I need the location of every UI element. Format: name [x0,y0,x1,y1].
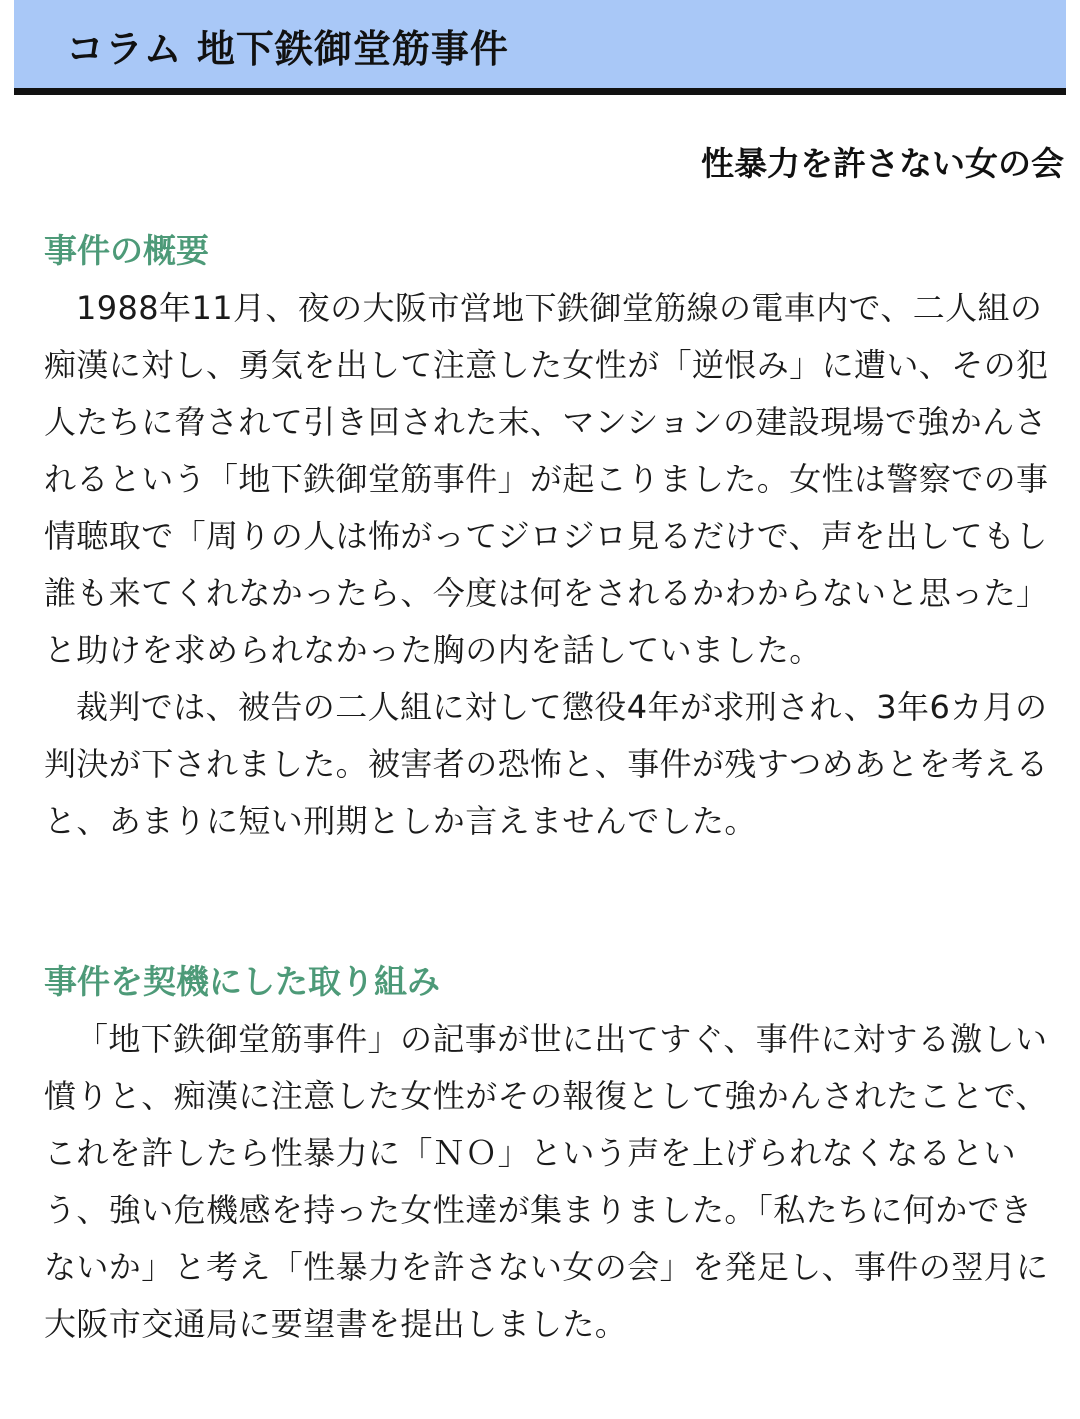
paragraph: 裁判では、被告の二人組に対して懲役4年が求刑され、3年6カ月の判決が下されました。被害者の恐怖と、事件が残すつめあとを考えると、あまりに短い刑期としか言えませんでした。 [44,688,1049,840]
organization-name: 性暴力を許さない女の会 [701,144,1064,183]
section-overview [44,222,1054,850]
section-initiatives [44,953,1054,1353]
paragraph: 1988年11月、夜の大阪市営地下鉄御堂筋線の電車内で、二人組の痴漢に対し、勇気を出して注意した女性が「逆恨み」に遭い、その犯人たちに脅されて引き回された末、マンションの建設現場で強かんされるという「地下鉄御堂筋事件」が起こりました。女性は警察での事情聴取で「周りの人は怖がってジロジロ見るだけで、声を出してもし誰も来てくれなかったら、今度は何をされるかわからないと思った」と助けを求められなかった胸の内を話していました。 [44,289,1049,669]
column-header [14,0,1066,95]
section-heading: 事件の概要 [44,231,209,270]
page-title: コラム 地下鉄御堂筋事件 [66,27,509,71]
section-heading: 事件を契機にした取り組み [44,962,440,1001]
paragraph: 「地下鉄御堂筋事件」の記事が世に出てすぐ、事件に対する激しい憤りと、痴漢に注意した女性がその報復として強かんされたことで、これを許したら性暴力に「ＮＯ」という声を上げられなくなるという、強い危機感を持った女性達が集まりました。「私たちに何かできないか」と考え「性暴力を許さない女の会」を発足し、事件の翌月に大阪市交通局に要望書を提出しました。 [44,1020,1049,1343]
